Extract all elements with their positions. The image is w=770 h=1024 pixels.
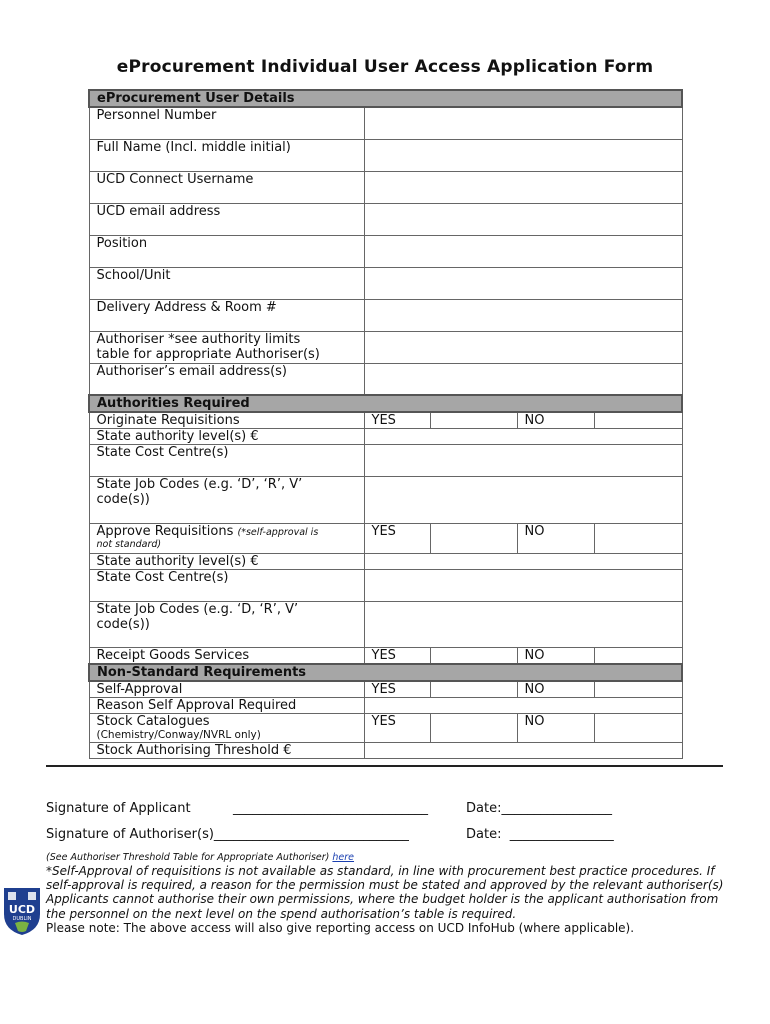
field-label: Self-Approval xyxy=(89,681,364,698)
threshold-table-note xyxy=(46,852,726,864)
applicant-signature-label: Signature of Applicant xyxy=(46,801,191,816)
state-authority-input[interactable] xyxy=(364,429,682,445)
application-table xyxy=(88,89,683,759)
receipt-no-box[interactable] xyxy=(594,648,682,665)
field-label xyxy=(89,602,364,648)
authoriser-signature[interactable]: Signature of Authoriser(s)______________________________ xyxy=(46,827,409,842)
state-cost-centre-input[interactable] xyxy=(364,445,682,477)
authoriser-email-input[interactable] xyxy=(364,363,682,395)
field-label: Stock Authorising Threshold € xyxy=(89,743,364,759)
section-title: eProcurement User Details xyxy=(89,90,682,107)
shield-emblem xyxy=(28,892,36,900)
position-input[interactable] xyxy=(364,235,682,267)
no-label: NO xyxy=(517,681,594,698)
no-label: NO xyxy=(517,524,594,554)
table-row xyxy=(89,743,682,759)
school-unit-input[interactable] xyxy=(364,267,682,299)
table-row xyxy=(89,331,682,363)
self-approval-no-box[interactable] xyxy=(594,681,682,698)
stock-yes-box[interactable] xyxy=(430,714,517,743)
applicant-signature-line[interactable]: ______________________________ xyxy=(233,801,428,816)
state-job-codes-2-input[interactable] xyxy=(364,602,682,648)
ucd-username-input[interactable] xyxy=(364,171,682,203)
table-row xyxy=(89,203,682,235)
form-title: eProcurement Individual User Access Application Form xyxy=(116,57,654,77)
delivery-address-input[interactable] xyxy=(364,299,682,331)
yes-label: YES xyxy=(364,681,430,698)
stock-no-box[interactable] xyxy=(594,714,682,743)
logo-text: UCD xyxy=(8,903,36,916)
field-label: State Cost Centre(s) xyxy=(89,570,364,602)
stock-threshold-input[interactable] xyxy=(364,743,682,759)
field-label xyxy=(89,714,364,743)
see-table-text: (See Authoriser Threshold Table for Appropriate Authoriser) xyxy=(46,852,330,863)
field-label: Originate Requisitions xyxy=(89,412,364,429)
approve-requisitions-label: Approve Requisitions xyxy=(96,524,234,539)
state-job-codes-input[interactable] xyxy=(364,477,682,524)
job-codes-line1: State Job Codes (e.g. ‘D’, ‘R’, V’ xyxy=(96,477,303,492)
table-row xyxy=(89,602,682,648)
field-label: State Cost Centre(s) xyxy=(89,445,364,477)
field-label: Receipt Goods Services xyxy=(89,648,364,665)
yes-label: YES xyxy=(364,714,430,743)
field-label xyxy=(89,524,364,554)
originate-yes-box[interactable] xyxy=(430,412,517,429)
field-label: State authority level(s) € xyxy=(89,554,364,570)
ucd-logo xyxy=(2,884,42,936)
reason-input[interactable] xyxy=(364,698,682,714)
table-row xyxy=(89,171,682,203)
self-approval-yes-box[interactable] xyxy=(430,681,517,698)
approve-note-a: (*self-approval is xyxy=(237,527,319,538)
no-label: NO xyxy=(517,714,594,743)
field-label: Reason Self Approval Required xyxy=(89,698,364,714)
section-user-details xyxy=(89,90,682,107)
table-row xyxy=(89,698,682,714)
table-row xyxy=(89,429,682,445)
receipt-yes-box[interactable] xyxy=(430,648,517,665)
stock-catalogues-sub: (Chemistry/Conway/NVRL only) xyxy=(96,729,261,741)
yes-label: YES xyxy=(364,524,430,554)
job-codes-2-line1: State Job Codes (e.g. ‘D, ‘R’, V’ xyxy=(96,602,299,617)
table-row xyxy=(89,570,682,602)
table-row xyxy=(89,139,682,171)
infohub-note: Please note: The above access will also give reporting access on UCD InfoHub (where applicable). xyxy=(46,920,635,935)
here-link[interactable]: here xyxy=(332,852,355,863)
table-row xyxy=(89,235,682,267)
table-row xyxy=(89,681,682,698)
approve-note-b: not standard) xyxy=(96,539,162,550)
authoriser-input[interactable] xyxy=(364,331,682,363)
applicants-note: Applicants cannot authorise their own permissions, where the budget holder is the applicant authorisation from the personnel on the next level on the spend authorisation’s table is required. xyxy=(46,892,719,921)
self-approval-note: *Self-Approval of requisitions is not available as standard, in line with procurement best practice procedures. If self-approval is required, a reason for the permission must be stated and approved by the relevant authoriser(s) xyxy=(46,864,724,893)
ucd-email-input[interactable] xyxy=(364,203,682,235)
notes xyxy=(46,852,726,935)
table-row xyxy=(89,648,682,665)
personnel-number-input[interactable] xyxy=(364,107,682,139)
table-row xyxy=(89,445,682,477)
logo-subtext: DUBLIN xyxy=(12,916,32,922)
job-codes-2-line2: code(s)) xyxy=(96,617,150,632)
authoriser-label-line1: Authoriser *see authority limits xyxy=(96,331,301,347)
table-row xyxy=(89,299,682,331)
table-row xyxy=(89,477,682,524)
field-label: Delivery Address & Room # xyxy=(89,299,364,331)
no-label: NO xyxy=(517,648,594,665)
field-label: School/Unit xyxy=(89,267,364,299)
table-row xyxy=(89,714,682,743)
applicant-date[interactable]: Date:_________________ xyxy=(466,801,612,816)
field-label: Authoriser’s email address(s) xyxy=(89,363,364,395)
field-label xyxy=(89,477,364,524)
authoriser-label-line2: table for appropriate Authoriser(s) xyxy=(96,346,320,362)
table-row xyxy=(89,412,682,429)
field-label: Position xyxy=(89,235,364,267)
field-label: Full Name (Incl. middle initial) xyxy=(89,139,364,171)
section-title: Non-Standard Requirements xyxy=(89,664,682,681)
job-codes-line2: code(s)) xyxy=(96,492,150,507)
field-label xyxy=(89,331,364,363)
divider xyxy=(46,765,723,767)
table-row xyxy=(89,554,682,570)
full-name-input[interactable] xyxy=(364,139,682,171)
shield-emblem xyxy=(8,892,16,900)
approve-yes-box[interactable] xyxy=(430,524,517,554)
table-row xyxy=(89,107,682,139)
section-non-standard xyxy=(89,664,682,681)
field-label: State authority level(s) € xyxy=(89,429,364,445)
field-label: Personnel Number xyxy=(89,107,364,139)
state-cost-centre-2-input[interactable] xyxy=(364,570,682,602)
approve-no-box[interactable] xyxy=(594,524,682,554)
state-authority-2-input[interactable] xyxy=(364,554,682,570)
section-title: Authorities Required xyxy=(89,395,682,412)
table-row xyxy=(89,267,682,299)
authoriser-date[interactable]: Date: ________________ xyxy=(466,827,614,842)
stock-catalogues-label: Stock Catalogues xyxy=(96,714,210,729)
no-label: NO xyxy=(517,412,594,429)
field-label: UCD email address xyxy=(89,203,364,235)
field-label: UCD Connect Username xyxy=(89,171,364,203)
yes-label: YES xyxy=(364,648,430,665)
originate-no-box[interactable] xyxy=(594,412,682,429)
table-row xyxy=(89,524,682,554)
yes-label: YES xyxy=(364,412,430,429)
section-authorities xyxy=(89,395,682,412)
table-row xyxy=(89,363,682,395)
